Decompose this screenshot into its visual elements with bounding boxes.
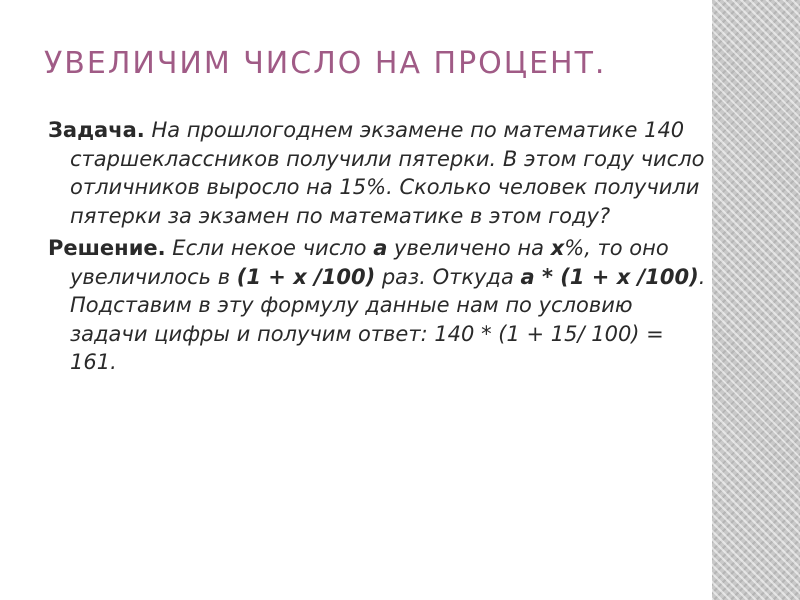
solution-text-5: . Подставим в эту формулу данные нам по условию задачи цифры и получим ответ: 140 * (1 + 15/ 100) = 161. bbox=[70, 264, 706, 374]
solution-paragraph bbox=[48, 234, 708, 377]
task-paragraph bbox=[48, 116, 708, 230]
solution-expression: а * (1 + х /100) bbox=[520, 264, 699, 289]
solution-var-a: а bbox=[373, 236, 388, 260]
solution-text-1: Если некое число bbox=[165, 236, 374, 260]
task-text: На прошлогоднем экзамене по математике 140 старшеклассников получили пятерки. В этом году число отличников выросло на 15%. Сколько человек получили пятерки за экзамен по математике в этом году? bbox=[70, 118, 705, 228]
solution-factor: (1 + х /100) bbox=[236, 264, 376, 289]
solution-text-2: увеличено на bbox=[387, 236, 551, 260]
solution-var-x: х bbox=[550, 236, 565, 260]
slide-content bbox=[48, 116, 708, 381]
slide-title: УВЕЛИЧИМ ЧИСЛО НА ПРОЦЕНТ. bbox=[44, 46, 607, 81]
task-label: Задача. bbox=[48, 118, 145, 142]
solution-text-4: раз. Откуда bbox=[375, 264, 521, 289]
solution-text-3: %, то оно увеличилось в bbox=[70, 236, 669, 289]
solution-label: Решение. bbox=[48, 236, 166, 260]
decorative-side-band bbox=[712, 0, 800, 600]
